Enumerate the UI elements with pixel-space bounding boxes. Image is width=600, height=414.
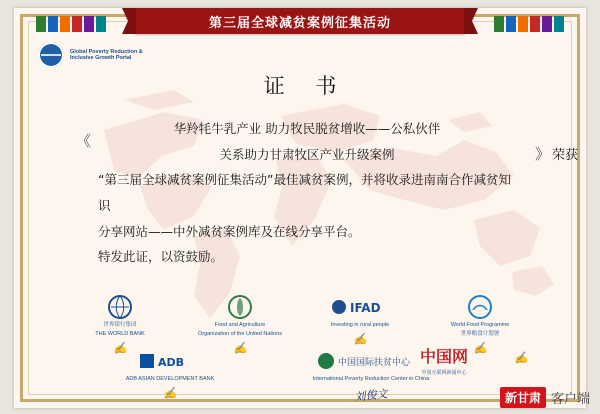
portal-logo: [38, 42, 143, 68]
iprcc-icon: [306, 348, 436, 374]
seal-text-en: 中国互联网新闻中心: [421, 370, 467, 376]
org-name-en: International Poverty Reduction Center in China: [312, 376, 430, 382]
case-title-line2: 关系助力甘肃牧区产业升级案例: [219, 146, 395, 162]
flag-icon: [518, 16, 528, 32]
flag-icon: [554, 16, 564, 32]
org-name-en: Investing in rural people: [330, 322, 390, 328]
org-name-cn: 世界粮食计划署: [460, 330, 500, 337]
org-adb: [124, 348, 216, 400]
quote-close: 》: [534, 144, 550, 163]
globe-icon: [38, 42, 64, 68]
wfp-icon: [434, 294, 526, 320]
org-world-bank: [74, 294, 166, 355]
flag-icon: [542, 16, 552, 32]
certificate-title: 证 书: [263, 74, 349, 98]
org-name-en: World Food Programme: [450, 322, 510, 328]
org-name-en: THE WORLD BANK: [95, 330, 145, 337]
svg-text:IFAD: IFAD: [350, 301, 381, 315]
signature: ✍: [352, 333, 368, 347]
org-name-en: ADB ASIAN DEVELOPMENT BANK: [125, 376, 215, 382]
quote-open: 《: [76, 132, 92, 150]
certificate-document: [14, 8, 586, 408]
flag-icon: [72, 16, 82, 32]
flag-icon: [96, 16, 106, 32]
ifad-icon: [314, 294, 406, 320]
seal-signature: ✍: [513, 352, 529, 366]
body-paragraph-3: 特发此证，以资鼓励。: [98, 249, 224, 265]
award-word: 荣获: [551, 147, 578, 163]
org-name-cn: 世界银行集团: [103, 322, 137, 328]
seal-text-cn: 中国网: [419, 347, 468, 366]
watermark-logo: 新甘肃: [500, 387, 546, 408]
org-fao: [194, 294, 286, 355]
body-paragraph-2: 分享网站——中外减贫案例库及在线分享平台。: [98, 223, 361, 239]
signature: ✍: [472, 342, 488, 356]
portal-logo-line2: Inclusive Growth Portal: [70, 55, 132, 61]
flag-strip-right: [494, 16, 564, 32]
world-bank-icon: [74, 294, 166, 320]
flag-icon: [84, 16, 94, 32]
org-name-cn: Food and Agriculture: [214, 322, 266, 328]
signature: ✍: [232, 342, 248, 356]
svg-text:ADB: ADB: [158, 356, 185, 369]
svg-text:中国国际扶贫中心: 中国国际扶贫中心: [338, 358, 411, 368]
flag-strip-left: [36, 16, 106, 32]
flag-icon: [494, 16, 504, 32]
org-ifad: [314, 294, 406, 346]
flag-icon: [60, 16, 70, 32]
portal-logo-line1: Global Poverty Reduction &: [70, 48, 143, 55]
flag-icon: [506, 16, 516, 32]
signature: ✍: [112, 342, 128, 356]
certificate-body: [76, 116, 578, 270]
body-paragraph-1: “第三届全球减贫案例征集活动”最佳减贫案例，并将收录进南南合作减贫知识: [98, 172, 511, 213]
watermark-label: 客户端: [550, 392, 590, 407]
signature: ✍: [162, 387, 178, 401]
flag-icon: [530, 16, 540, 32]
china-net-seal: [420, 344, 468, 376]
org-name-en: Organization of the United Nations: [197, 330, 283, 337]
app-watermark: [500, 387, 590, 408]
adb-icon: [124, 348, 216, 374]
case-title-line1: 华羚牦牛乳产业 助力牧民脱贫增收——公私伙伴: [173, 121, 441, 136]
award-case-title: [76, 116, 578, 167]
signature: 刘俊文: [354, 388, 389, 404]
flag-icon: [36, 16, 46, 32]
event-banner-text: 第三届全球减贫案例征集活动: [208, 15, 391, 31]
organization-row-2: [124, 348, 436, 403]
event-banner: [135, 8, 465, 34]
flag-icon: [48, 16, 58, 32]
org-iprcc: [306, 348, 436, 403]
fao-icon: [194, 294, 286, 320]
